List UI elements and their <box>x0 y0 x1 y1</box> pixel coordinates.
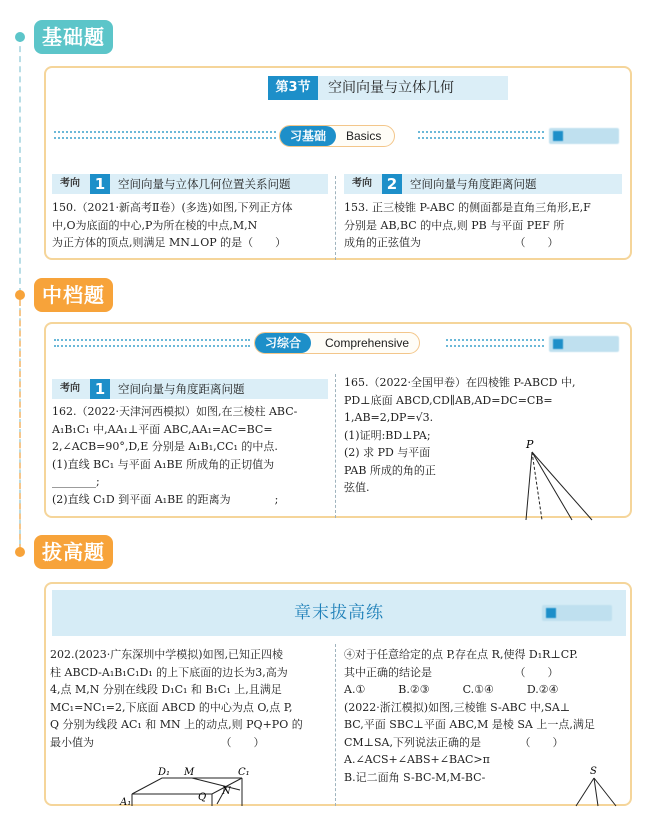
question-line: (2) 求 PD 与平面 <box>344 446 431 459</box>
topic-number: 1 <box>90 174 110 194</box>
timeline-dot-middle <box>15 290 25 300</box>
question-line: 中,O为底面的中心,P为所在棱的中点,M,N <box>52 218 258 232</box>
pyramid-figure <box>512 436 632 520</box>
decorative-chain-left <box>54 339 250 347</box>
question-162 <box>52 403 334 508</box>
level-tag-advanced: 拔高题 <box>34 535 113 569</box>
question-line: MC₁=NC₁=2,下底面 ABCD 的中心为点 O,点 P, <box>50 700 293 714</box>
section-number: 第3节 <box>268 76 318 100</box>
question-line: PD⊥底面 ABCD,CD∥AB,AD=DC=CB= <box>344 393 553 407</box>
question-line: ④对于任意给定的点 P,存在点 R,使得 D₁R⊥CP. <box>344 648 578 661</box>
decorative-chain-left <box>54 131 276 139</box>
question-line: (1)直线 BC₁ 与平面 A₁BE 所成角的正切值为 <box>52 457 275 471</box>
question-line: 153. 正三棱锥 P-ABC 的侧面都是直角三角形,E,F <box>344 201 591 214</box>
level-tag-basic: 基础题 <box>34 20 113 54</box>
level-tag-middle: 中档题 <box>34 278 113 312</box>
topic-title: 空间向量与立体几何位置关系问题 <box>118 177 291 191</box>
question-line: 成角的正弦值为 （ ） <box>344 236 559 249</box>
comprehensive-pill <box>254 332 420 354</box>
question-line: 150.（2021·新高考Ⅱ卷）(多选)如图,下列正方体 <box>52 201 293 214</box>
topic-bar-2 <box>344 174 622 194</box>
question-line: 最小值为 （ ） <box>50 735 265 749</box>
question-line: Q 分别为线段 AC₁ 和 MN 上的动点,则 PQ+PO 的 <box>50 718 303 731</box>
pill-cn-label: 习综合 <box>255 333 311 353</box>
figure-label: D₁ <box>158 767 171 778</box>
question-line: 弦值. <box>344 481 370 494</box>
figure-edge <box>532 452 592 520</box>
section-title: 空间向量与立体几何 <box>328 80 454 96</box>
decorative-chain-right <box>446 339 544 347</box>
pill-en-label: Comprehensive <box>325 336 410 350</box>
topic-bar-1 <box>52 174 328 194</box>
answer-icon <box>546 608 556 618</box>
figure-edge <box>576 778 594 806</box>
question-line: 162.（2022·天津河西模拟）如图,在三棱柱 ABC- <box>52 405 298 418</box>
basics-pill <box>279 125 395 147</box>
figure-edge <box>532 452 572 520</box>
figure-edge <box>192 778 240 790</box>
question-line: ________; <box>52 475 100 488</box>
figure-label: C₁ <box>238 767 250 778</box>
question-line: B.记二面角 S-BC-M,M-BC- <box>344 770 486 784</box>
figure-label: M <box>184 767 195 778</box>
pill-cn-label: 习基础 <box>280 126 336 146</box>
question-line: BC,平面 SBC⊥平面 ABC,M 是棱 SA 上一点,满足 <box>344 718 595 731</box>
question-line: 其中正确的结论是 （ ） <box>344 665 559 679</box>
question-line: 165.（2022·全国甲卷）在四棱锥 P-ABCD 中, <box>344 376 576 389</box>
topic-title: 空间向量与角度距离问题 <box>410 177 537 191</box>
column-divider <box>335 176 336 260</box>
question-line: 4,点 M,N 分别在线段 D₁C₁ 和 B₁C₁ 上,且满足 <box>50 683 282 696</box>
figure-label: N <box>222 786 231 797</box>
banner-title: 章末拔高练 <box>294 603 384 623</box>
topic-number: 2 <box>382 174 402 194</box>
topic-kao-label: 考向 <box>352 178 372 189</box>
question-202 <box>50 646 334 751</box>
timeline-dot-basic <box>15 32 25 42</box>
question-line: A.① B.②③ C.①④ D.②④ <box>344 683 559 696</box>
column-divider <box>335 374 336 518</box>
card-advanced <box>44 582 632 806</box>
topic-bar-1 <box>52 379 328 399</box>
card-comprehensive <box>44 322 632 518</box>
triangular-pyramid-figure <box>566 764 632 806</box>
answer-icon <box>553 131 563 141</box>
figure-label: A₁ <box>120 797 132 808</box>
question-line: (2022·浙江模拟)如图,三棱锥 S-ABC 中,SA⊥ <box>344 700 571 714</box>
answer-button[interactable] <box>549 128 619 144</box>
question-150 <box>52 199 332 252</box>
chapter-banner <box>52 590 626 636</box>
topic-kao-label: 考向 <box>60 178 80 189</box>
answer-icon <box>553 339 563 349</box>
question-line: A.∠ACS+∠ABS+∠BAC>π <box>344 753 490 766</box>
section-header <box>268 76 508 100</box>
question-line: 分别是 AB,BC 的中点,则 PB 与平面 PEF 所 <box>344 218 565 232</box>
figure-label-s: S <box>590 766 597 777</box>
figure-label-p: P <box>526 438 534 451</box>
pill-en-label: Basics <box>346 129 382 143</box>
figure-label: Q <box>198 792 207 803</box>
timeline-dot-advanced <box>15 547 25 557</box>
question-line: 为正方体的顶点,则满足 MN⊥OP 的是（ ） <box>52 236 287 249</box>
question-line: (1)证明:BD⊥PA; <box>344 428 431 442</box>
topic-kao-label: 考向 <box>60 383 80 394</box>
topic-title: 空间向量与角度距离问题 <box>118 382 245 396</box>
question-line: 柱 ABCD-A₁B₁C₁D₁ 的上下底面的边长为3,高为 <box>50 665 288 679</box>
question-line: (2)直线 C₁D 到平面 A₁BE 的距离为 ; <box>52 492 279 506</box>
timeline-line-orange <box>19 300 21 550</box>
question-153 <box>344 199 626 252</box>
figure-edge <box>526 452 532 520</box>
question-line: PAB 所成的角的正 <box>344 463 436 477</box>
answer-button[interactable] <box>549 336 619 352</box>
topic-number: 1 <box>90 379 110 399</box>
question-line: 202.(2023·广东深圳中学模拟)如图,已知正四棱 <box>50 648 284 661</box>
answer-button[interactable] <box>542 605 612 621</box>
prism-figure <box>122 764 262 806</box>
question-line: A₁B₁C₁ 中,AA₁⊥平面 ABC,AA₁=AC=BC= <box>52 422 273 436</box>
question-line: 1,AB=2,DP=√3. <box>344 411 434 424</box>
card-basics <box>44 66 632 260</box>
question-line: 2,∠ACB=90°,D,E 分别是 A₁B₁,CC₁ 的中点. <box>52 440 278 453</box>
question-line: CM⊥SA,下列说法正确的是 （ ） <box>344 735 564 749</box>
column-divider <box>335 644 336 806</box>
decorative-chain-right <box>418 131 544 139</box>
